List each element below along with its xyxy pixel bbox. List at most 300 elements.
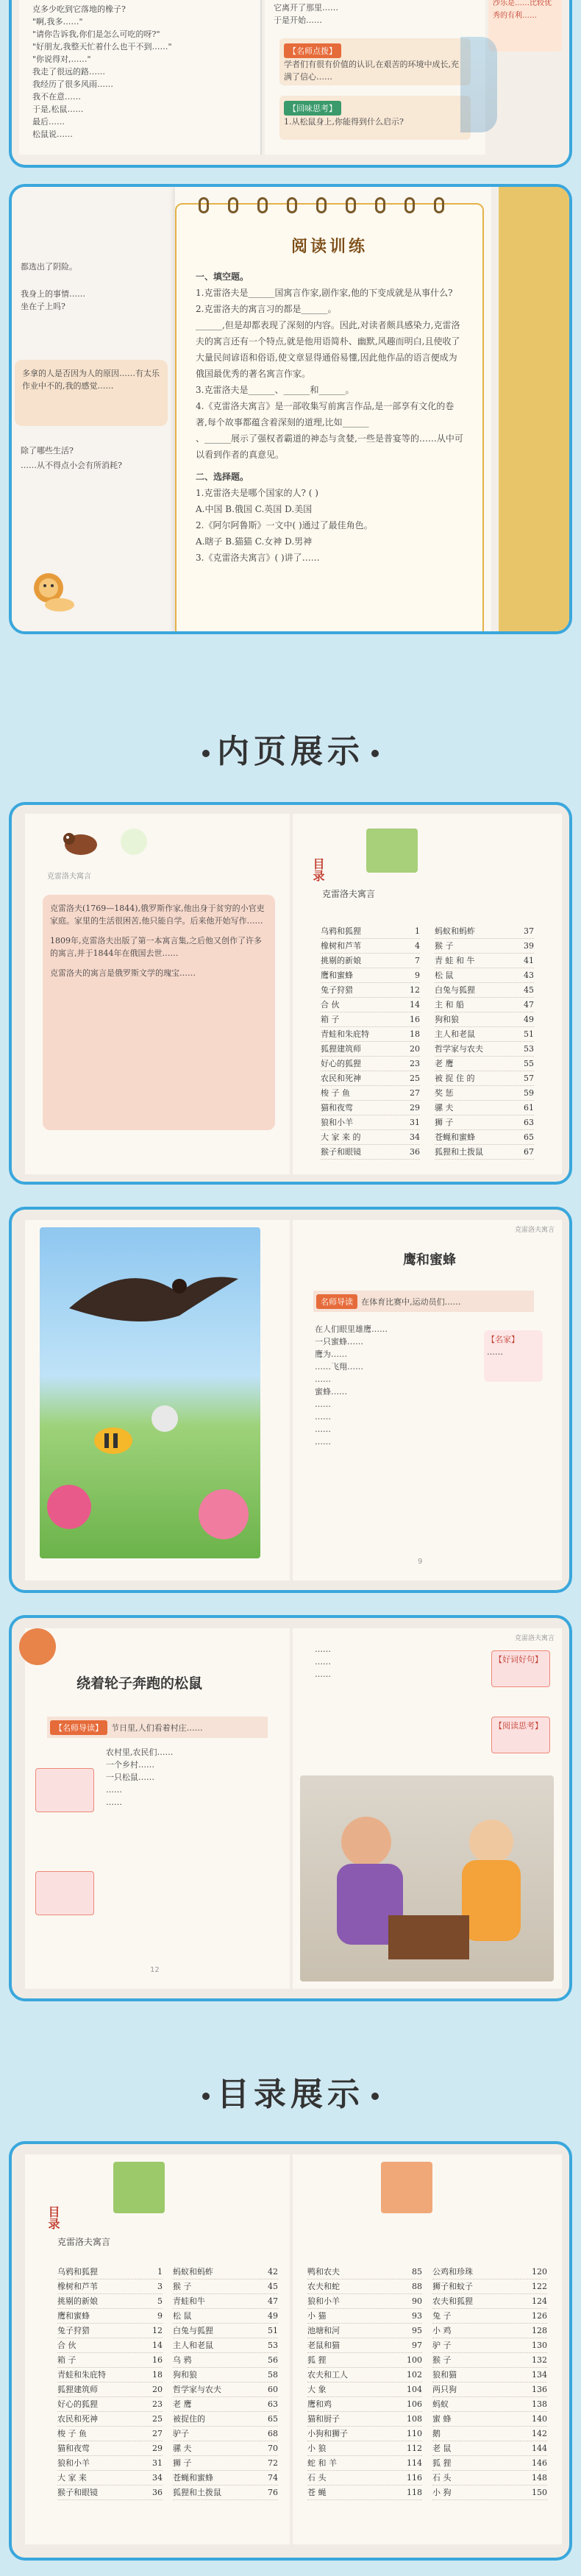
toc-entry-title: 合 伙 (321, 1000, 340, 1010)
toc-entry[interactable] (173, 2456, 278, 2471)
page-header: 克雷洛夫寓言 (514, 1635, 555, 1642)
toc-entry-page: 20 (410, 1044, 420, 1054)
toc-entry[interactable] (173, 2471, 278, 2485)
toc-entry[interactable] (307, 2353, 422, 2368)
toc-entry-title: 猴子和眼镜 (321, 1147, 361, 1157)
toc-entry[interactable] (57, 2456, 163, 2471)
toc-entry-page: 114 (407, 2458, 422, 2468)
toc-entry-page: 104 (407, 2385, 422, 2394)
toc-entry[interactable] (173, 2353, 278, 2368)
story-title: 鹰和蜜蜂 (403, 1252, 456, 1268)
toc-entry[interactable] (307, 2397, 422, 2412)
toc-entry[interactable] (321, 1101, 420, 1115)
toc-entry[interactable] (57, 2279, 163, 2294)
toc-illustration (381, 2162, 432, 2213)
left-text (12, 187, 175, 313)
toc-entry-title: 白兔与狐狸 (173, 2326, 213, 2335)
toc-entry-title: 猫和夜莺 (57, 2444, 90, 2453)
toc-entry-title: 石 头 (307, 2473, 327, 2483)
toc-entry-title: 蚂蚁和蚂蚱 (435, 926, 475, 936)
toc-entry[interactable] (173, 2294, 278, 2309)
toc-entry-title: 狐狸和土拨鼠 (173, 2488, 221, 2497)
toc-entry-page: 43 (524, 971, 534, 980)
toc-columns (307, 2265, 547, 2500)
story-title: 绕着轮子奔跑的松鼠 (76, 1675, 203, 1692)
toc-entry[interactable] (432, 2279, 547, 2294)
toc-entry-page: 68 (268, 2429, 278, 2438)
toc-entry-page: 9 (157, 2311, 163, 2321)
toc-entry-page: 16 (410, 1015, 420, 1024)
toc-entry-title: 松 鼠 (435, 971, 454, 980)
text-line: "请你告诉我,你们是怎么可吃的呀?" (32, 29, 160, 39)
toc-entry-title: 农民和死神 (321, 1074, 361, 1083)
toc-entry-title: 老 鹰 (173, 2399, 192, 2409)
toc-entry-title: 哲学家与农夫 (173, 2385, 221, 2394)
toc-entry[interactable] (173, 2279, 278, 2294)
text-line: 坐在子上吗? (21, 302, 65, 311)
right-page-text (265, 0, 485, 26)
toc-entry-title: 兔子狩猎 (57, 2326, 90, 2335)
toc-entry-page: 132 (532, 2355, 547, 2365)
toc-col (57, 2265, 163, 2500)
toc-entry-title: 狮 子 (173, 2458, 192, 2468)
side-tag: 【好词好句】 (494, 1655, 543, 1664)
toc-entry-title: 大 家 来 (57, 2473, 87, 2483)
toc-vertical-title: 目录 (46, 2206, 60, 2229)
toc-entry[interactable] (435, 954, 534, 968)
toc-entry-page: 144 (532, 2444, 547, 2453)
toc-entry-page: 34 (410, 1132, 420, 1142)
toc-entry[interactable] (321, 1145, 420, 1160)
toc-entry[interactable] (307, 2456, 422, 2471)
left-title: 克雷洛夫寓言 (47, 873, 91, 881)
toc-entry[interactable] (321, 1115, 420, 1130)
toc-entry-page: 14 (410, 1000, 420, 1010)
toc-entry[interactable] (173, 2338, 278, 2353)
toc-entry-title: 老鼠和猫 (307, 2341, 340, 2350)
left-note-box (15, 360, 168, 426)
dot-icon (371, 750, 379, 757)
name-text: 学者们有很有价值的认识,在艰苦的环境中成长,充满了信心…… (284, 60, 459, 82)
toc-entry[interactable] (307, 2309, 422, 2324)
toc-entry[interactable] (173, 2265, 278, 2279)
toc-entry[interactable] (321, 1057, 420, 1071)
toc-entry[interactable] (432, 2412, 547, 2427)
toc-entry-title: 大 家 来 的 (321, 1132, 361, 1142)
toc-entry[interactable] (57, 2353, 163, 2368)
toc-entry-title: 合 伙 (57, 2341, 76, 2350)
toc-entry[interactable] (307, 2368, 422, 2382)
dot-icon (202, 750, 210, 757)
toc-entry[interactable] (57, 2441, 163, 2456)
toc-entry[interactable] (173, 2382, 278, 2397)
toc-entry-page: 150 (532, 2488, 547, 2497)
toc-entry[interactable] (432, 2382, 547, 2397)
page-number: 9 (418, 1558, 423, 1566)
toc-entry-title: 狮 子 (435, 1118, 454, 1127)
toc-entry-title: 青蛙和牛 (173, 2296, 205, 2306)
toc-entry[interactable] (432, 2324, 547, 2338)
toc-entry[interactable] (57, 2412, 163, 2427)
author-text: 克雷洛夫(1769—1844),俄罗斯作家,他出身于贫穷的小官吏家庭。家里的生活很困苦,他只能自学。后来他开始写作…… (50, 904, 265, 926)
toc-entry-page: 65 (268, 2414, 278, 2424)
text-line: …… (315, 1412, 331, 1422)
toc-entry-page: 55 (524, 1059, 534, 1068)
toc-entry[interactable] (173, 2324, 278, 2338)
toc-entry-page: 142 (532, 2429, 547, 2438)
name-label: 【名师点拨】 (284, 43, 341, 58)
toc-entry-page: 12 (152, 2326, 163, 2335)
toc-entry-page: 14 (152, 2341, 163, 2350)
left-side-note (35, 1768, 94, 1812)
toc-entry-title: 猴子和眼镜 (57, 2488, 98, 2497)
toc-entry-page: 65 (524, 1132, 534, 1142)
toc-entry-title: 农夫和狐狸 (432, 2296, 473, 2306)
toc-title: 克雷洛夫寓言 (322, 889, 376, 899)
toc-entry[interactable] (435, 1057, 534, 1071)
toc-entry-title: 主人和老鼠 (173, 2341, 213, 2350)
options: A.中国 B.俄国 C.英国 D.美国 (196, 504, 313, 514)
toc-entry[interactable] (432, 2456, 547, 2471)
toc-entry-page: 3 (157, 2282, 163, 2291)
toc-entry-page: 58 (268, 2370, 278, 2380)
toc-entry[interactable] (435, 924, 534, 939)
toc-entry[interactable] (173, 2368, 278, 2382)
dot-icon (371, 2093, 379, 2100)
toc-entry-title: 乌鸦和狐狸 (321, 926, 361, 936)
author-text: 1809年,克雷洛夫出版了第一本寓言集,之后他又创作了许多的寓言,并于1844年在俄国去世…… (50, 936, 262, 958)
toc-entry[interactable] (321, 954, 420, 968)
left-note-text: 多拿的人是否因为人的原因……有太乐作业中不的,我的感觉…… (22, 369, 160, 391)
toc-entry-title: 猴 子 (432, 2355, 452, 2365)
toc-illustration (366, 828, 418, 873)
toc-entry[interactable] (435, 1027, 534, 1042)
toc-entry[interactable] (321, 1086, 420, 1101)
think-box (279, 96, 471, 140)
toc-entry[interactable] (435, 1115, 534, 1130)
toc-entry-title: 骡 夫 (435, 1103, 454, 1113)
toc-entry-page: 51 (524, 1029, 534, 1039)
toc-entry[interactable] (432, 2397, 547, 2412)
side-text: …… (487, 1347, 503, 1357)
text-line: …… (315, 1657, 331, 1667)
toc-col (432, 2265, 547, 2500)
ring-icon (287, 197, 297, 213)
toc-entry-page: 63 (268, 2399, 278, 2409)
toc-entry[interactable] (321, 1042, 420, 1057)
guide-box (313, 1291, 534, 1312)
toc-entry[interactable] (57, 2265, 163, 2279)
toc-entry[interactable] (321, 998, 420, 1012)
author-box (43, 895, 275, 1130)
toc-entry[interactable] (435, 939, 534, 954)
toc-entry[interactable] (321, 1012, 420, 1027)
inner-spread-2 (9, 1207, 572, 1593)
ring-icon (434, 197, 444, 213)
toc-columns (321, 924, 534, 1160)
toc-entry-title: 小 鸡 (432, 2326, 452, 2335)
toc-entry-page: 25 (152, 2414, 163, 2424)
toc-entry-title: 蚂蚁和蚂蚱 (173, 2267, 213, 2277)
toc-entry-page: 31 (152, 2458, 163, 2468)
text-line: 一只蜜蜂…… (315, 1337, 363, 1346)
toc-entry[interactable] (435, 998, 534, 1012)
toc-entry-title: 小狗和狮子 (307, 2429, 348, 2438)
right-page (293, 1220, 562, 1580)
toc-entry-page: 45 (524, 985, 534, 995)
toc-spread (9, 2141, 572, 2561)
toc-entry[interactable] (435, 1012, 534, 1027)
ring-icon (228, 197, 238, 213)
toc-entry-page: 16 (152, 2355, 163, 2365)
question: 、______展示了强权者霸道的神态与贪婪,一些是普宴等的……从中可以看到作者的真意见。 (196, 433, 463, 460)
toc-entry-title: 石 头 (432, 2473, 452, 2483)
toc-entry-page: 42 (268, 2267, 278, 2277)
toc-entry[interactable] (307, 2265, 422, 2279)
side-note-box (484, 1330, 543, 1382)
toc-entry-page: 12 (410, 985, 420, 995)
toc-entry[interactable] (435, 1130, 534, 1145)
toc-entry-page: 23 (152, 2399, 163, 2409)
toc-entry-title: 鹰和鸡 (307, 2399, 332, 2409)
toc-entry-page: 27 (410, 1088, 420, 1098)
question: 2.《阿尔阿鲁斯》一文中( )通过了最佳角色。 (196, 520, 373, 531)
toc-entry[interactable] (173, 2485, 278, 2500)
page-edge (499, 187, 572, 634)
toc-entry-title: 主人和老鼠 (435, 1029, 475, 1039)
toc-entry-page: 110 (407, 2429, 422, 2438)
toc-entry[interactable] (57, 2471, 163, 2485)
toc-entry[interactable] (435, 1145, 534, 1160)
author-text: 克雷洛夫的寓言是俄罗斯文学的瑰宝…… (50, 968, 196, 978)
toc-title: 克雷洛夫寓言 (57, 2237, 111, 2247)
toc-entry-title: 箱 子 (57, 2355, 76, 2365)
toc-entry[interactable] (432, 2441, 547, 2456)
toc-entry[interactable] (173, 2441, 278, 2456)
toc-entry-page: 5 (157, 2296, 163, 2306)
text-line: 我不在意…… (32, 92, 81, 102)
notebook (175, 203, 484, 634)
toc-entry-page: 76 (268, 2488, 278, 2497)
ring-icon (346, 197, 356, 213)
toc-entry[interactable] (432, 2427, 547, 2441)
toc-entry-title: 驴 子 (432, 2341, 452, 2350)
toc-entry-title: 被 捉 住 的 (435, 1074, 475, 1083)
toc-entry-title: 橡树和芦苇 (321, 941, 361, 951)
toc-entry-title: 狼和小羊 (321, 1118, 353, 1127)
toc-entry-title: 老 鼠 (432, 2444, 452, 2453)
text-line: 我经历了很多风雨…… (32, 79, 113, 89)
toc-entry-title: 梭 子 鱼 (57, 2429, 87, 2438)
left-page (25, 2154, 290, 2544)
toc-entry-title: 蜜 蜂 (432, 2414, 452, 2424)
toc-entry-title: 青蛙和朱庇特 (321, 1029, 369, 1039)
toc-entry-title: 大 象 (307, 2385, 327, 2394)
toc-entry[interactable] (173, 2309, 278, 2324)
toc-entry[interactable] (307, 2294, 422, 2309)
toc-entry-title: 小 猫 (307, 2311, 327, 2321)
toc-entry-page: 97 (412, 2341, 422, 2350)
toc-entry[interactable] (307, 2279, 422, 2294)
guide-tag: 【名师导读】 (50, 1720, 107, 1735)
toc-entry[interactable] (321, 1027, 420, 1042)
heading-text: 内页展示 (217, 733, 364, 770)
ring-icon (404, 197, 415, 213)
question: 4.《克雷洛夫寓言》是一部收集写前寓言作品,是一部享有文化的卷著,每个故事都蕴含着深刻的道理,比如______ (196, 401, 455, 427)
toc-entry[interactable] (57, 2427, 163, 2441)
toc-entry-page: 18 (152, 2370, 163, 2380)
story-body (106, 1746, 268, 1809)
toc-entry[interactable] (435, 1071, 534, 1086)
toc-entry-title: 狐狸和土拨鼠 (435, 1147, 483, 1157)
reading-training-panel (9, 184, 572, 634)
toc-entry-page: 90 (412, 2296, 422, 2306)
text-line: …… (315, 1374, 331, 1384)
book-preview-top (9, 0, 572, 168)
toc-entry-title: 鹅 (432, 2429, 441, 2438)
toc-entry[interactable] (432, 2294, 547, 2309)
toc-entry[interactable] (321, 924, 420, 939)
text-line: 都选出了阴险。 (21, 262, 77, 272)
toc-entry[interactable] (321, 939, 420, 954)
eagle-bee-illustration (40, 1227, 260, 1558)
question: 1.克雷洛夫是哪个国家的人? ( ) (196, 488, 318, 498)
toc-entry[interactable] (173, 2397, 278, 2412)
toc-entry-page: 95 (412, 2326, 422, 2335)
toc-entry-page: 146 (532, 2458, 547, 2468)
inner-spread-1 (9, 802, 572, 1185)
text-line: …… (106, 1785, 122, 1795)
toc-entry[interactable] (432, 2471, 547, 2485)
text-line: 克多少吃到它落地的橡子? (32, 4, 126, 14)
toc-entry[interactable] (432, 2309, 547, 2324)
toc-entry-page: 140 (532, 2414, 547, 2424)
toc-entry-title: 橡树和芦苇 (57, 2282, 98, 2291)
page-number: 12 (150, 1966, 160, 1974)
toc-entry-page: 41 (524, 956, 534, 965)
toc-entry-title: 骡 夫 (173, 2444, 192, 2453)
toc-entry[interactable] (307, 2427, 422, 2441)
ring-icon (199, 197, 209, 213)
toc-entry-title: 哲学家与农夫 (435, 1044, 483, 1054)
toc-entry-page: 53 (524, 1044, 534, 1054)
toc-entry[interactable] (307, 2441, 422, 2456)
toc-entry[interactable] (321, 1130, 420, 1145)
ring-icon (375, 197, 385, 213)
toc-entry[interactable] (435, 983, 534, 998)
toc-entry-page: 27 (152, 2429, 163, 2438)
toc-entry[interactable] (432, 2338, 547, 2353)
toc-entry[interactable] (307, 2485, 422, 2500)
toc-entry[interactable] (173, 2412, 278, 2427)
toc-entry[interactable] (307, 2382, 422, 2397)
heading-text: 目录展示 (217, 2076, 364, 2113)
toc-entry[interactable] (57, 2338, 163, 2353)
toc-entry[interactable] (321, 1071, 420, 1086)
toc-entry-title: 被捉住的 (173, 2414, 205, 2424)
toc-entry-page: 37 (524, 926, 534, 936)
toc-col (307, 2265, 422, 2500)
toc-entry-page: 88 (412, 2282, 422, 2291)
toc-entry-title: 小 狼 (307, 2444, 327, 2453)
toc-entry-title: 松 鼠 (173, 2311, 192, 2321)
toc-entry-page: 134 (532, 2370, 547, 2380)
toc-entry-page: 63 (524, 1118, 534, 1127)
toc-entry-page: 124 (532, 2296, 547, 2306)
toc-entry[interactable] (57, 2485, 163, 2500)
toc-entry[interactable] (432, 2265, 547, 2279)
toc-entry[interactable] (57, 2382, 163, 2397)
toc-entry-title: 青蛙和朱庇特 (57, 2370, 106, 2380)
toc-entry-page: 7 (415, 956, 420, 965)
toc-entry-title: 乌 鸦 (173, 2355, 192, 2365)
toc-entry[interactable] (57, 2324, 163, 2338)
reading-title: 阅读训练 (290, 237, 368, 256)
toc-entry-title: 青 蛙 和 牛 (435, 956, 475, 965)
reading-page (175, 187, 491, 634)
guide-box (47, 1717, 268, 1738)
toc-entry[interactable] (57, 2294, 163, 2309)
toc-entry[interactable] (57, 2397, 163, 2412)
toc-entry[interactable] (435, 968, 534, 983)
toc-entry[interactable] (432, 2353, 547, 2368)
toc-entry[interactable] (432, 2485, 547, 2500)
toc-entry-title: 鹰和蜜蜂 (57, 2311, 90, 2321)
toc-entry[interactable] (435, 1042, 534, 1057)
toc-entry-title: 兔子狩猎 (321, 985, 353, 995)
toc-entry[interactable] (57, 2368, 163, 2382)
text-line: …… (315, 1399, 331, 1409)
toc-entry[interactable] (435, 1086, 534, 1101)
toc-entry-title: 乌鸦和狐狸 (57, 2267, 98, 2277)
toc-entry[interactable] (321, 983, 420, 998)
toc-entry-title: 狼和小羊 (307, 2296, 340, 2306)
toc-columns (57, 2265, 278, 2500)
toc-entry-page: 45 (268, 2282, 278, 2291)
toc-entry[interactable] (173, 2427, 278, 2441)
toc-entry[interactable] (307, 2324, 422, 2338)
toc-entry[interactable] (307, 2471, 422, 2485)
toc-entry-page: 118 (407, 2488, 422, 2497)
text-line: 松鼠说…… (32, 129, 73, 139)
toc-entry-title: 主 和 船 (435, 1000, 464, 1010)
toc-entry[interactable] (307, 2412, 422, 2427)
men-illustration (300, 1775, 554, 1981)
question: 3.《克雷洛夫寓言》( )讲了…… (196, 553, 320, 563)
toc-col-left (321, 924, 420, 1160)
toc-entry[interactable] (307, 2338, 422, 2353)
text-line: ……飞翔…… (315, 1362, 363, 1372)
question: 1.克雷洛夫是______国寓言作家,剧作家,他的下变成就是从事什么? (196, 288, 453, 298)
toc-entry-page: 53 (268, 2341, 278, 2350)
toc-col-right (435, 924, 534, 1160)
toc-entry-title: 苍 蝇 (307, 2488, 327, 2497)
guide-text: 在体育比赛中,运动员们…… (361, 1297, 461, 1307)
story-body (315, 1323, 477, 1448)
toc-entry-title: 猫和厨子 (307, 2414, 340, 2424)
toc-entry-page: 136 (532, 2385, 547, 2394)
toc-entry-page: 130 (532, 2341, 547, 2350)
toc-entry-title: 箱 子 (321, 1015, 340, 1024)
toc-entry[interactable] (435, 1101, 534, 1115)
toc-entry-page: 25 (410, 1074, 420, 1083)
toc-entry-page: 18 (410, 1029, 420, 1039)
toc-entry[interactable] (321, 968, 420, 983)
toc-entry[interactable] (432, 2368, 547, 2382)
toc-entry[interactable] (57, 2309, 163, 2324)
options: A.瞎子 B.猫猫 C.女神 D.男神 (196, 536, 313, 547)
badge (121, 828, 147, 855)
